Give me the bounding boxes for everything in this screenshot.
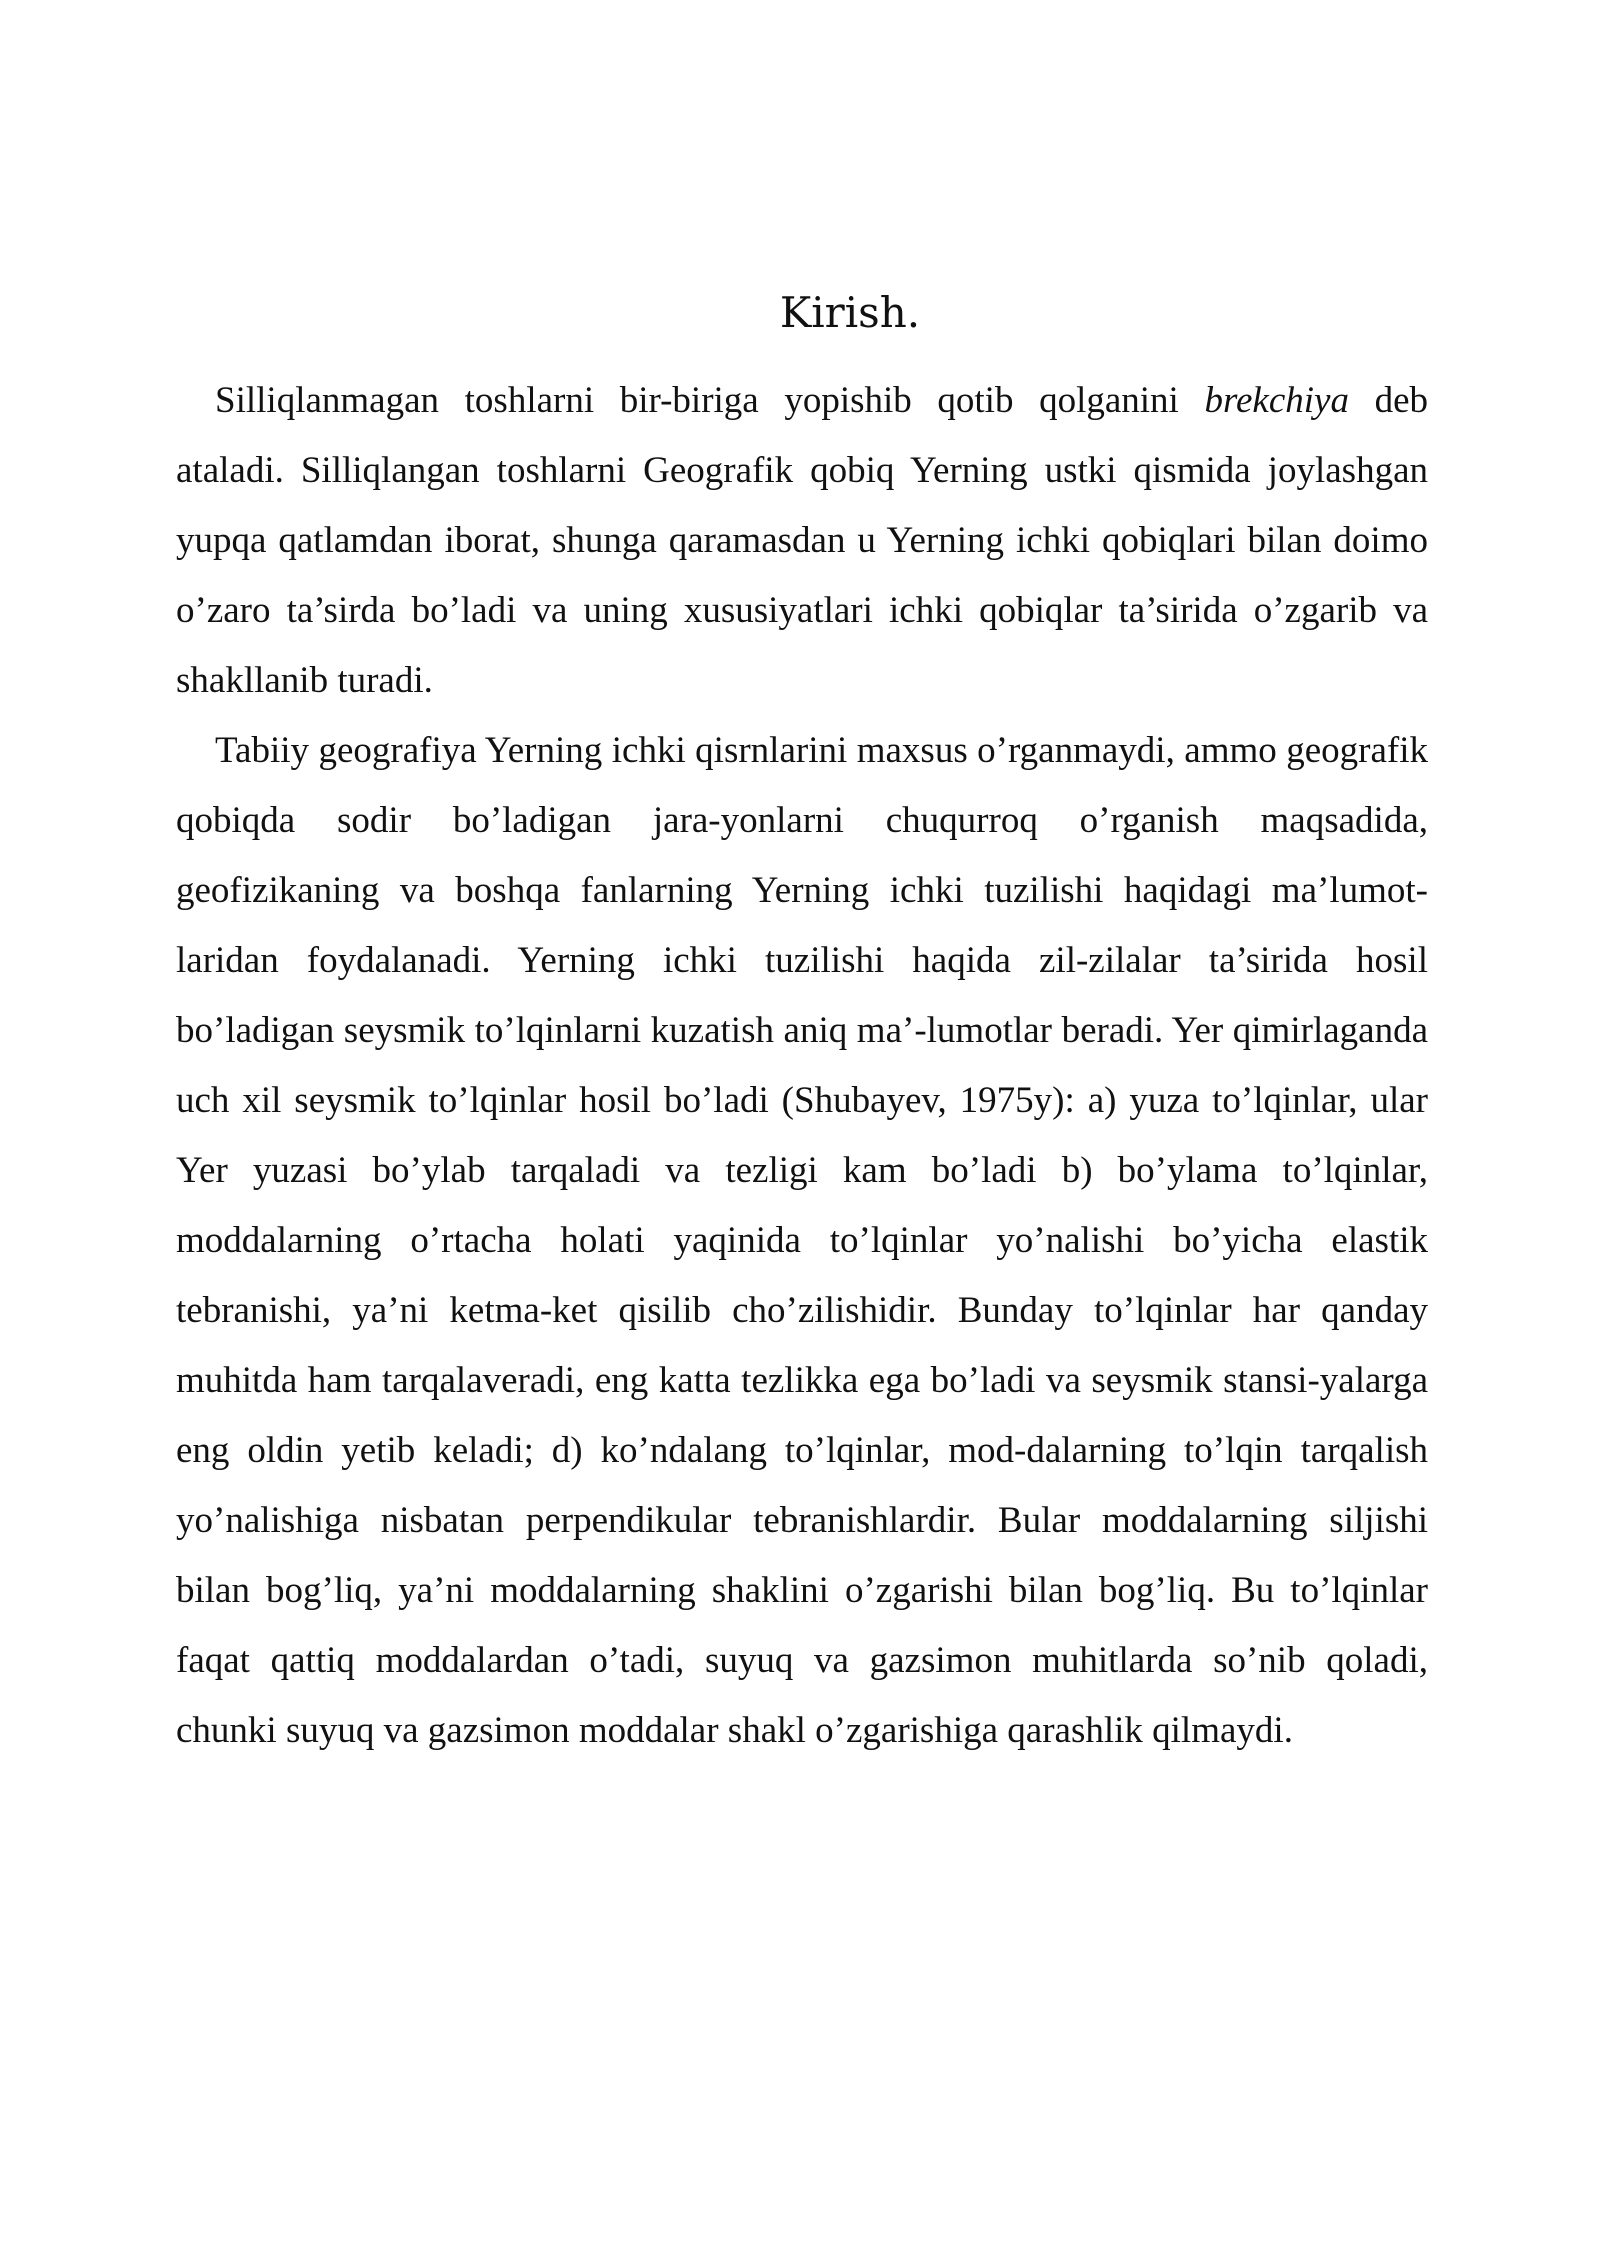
paragraph-1-text-start: Silliqlanmagan toshlarni bir-biriga yopishib qotib qolganini bbox=[215, 380, 1205, 421]
paragraph-1-text-end: deb ataladi. Silliqlangan toshlarni Geografik qobiq Yerning ustki qismida joylashgan yupqa qatlamdan iborat, shunga qaramasdan u Yerning ichki qobiqlari bilan doimo o’zaro ta’sirda bo’ladi va uning xususiyatlari ichki qobiqlar ta’sirida o’zgarib va shakllanib turadi. bbox=[176, 380, 1428, 701]
paragraph-1 bbox=[176, 366, 1428, 716]
paragraph-2: Tabiiy geografiya Yerning ichki qisrnlarini maxsus o’rganmaydi, ammo geografik qobiqda sodir bo’ladigan jara-yonlarni chuqurroq o’rganish maqsadida, geofizikaning va boshqa fanlarning Yerning ichki tuzilishi haqidagi ma’lumot-laridan foydalanadi. Yerning ichki tuzilishi haqida zil-zilalar ta’sirida hosil bo’ladigan seysmik to’lqinlarni kuzatish aniq ma’-lumotlar beradi. Yer qimirlaganda uch xil seysmik to’lqinlar hosil bo’ladi (Shubayev, 1975y): a) yuza to’lqinlar, ular Yer yuzasi bo’ylab tarqaladi va tezligi kam bo’ladi b) bo’ylama to’lqinlar, moddalarning o’rtacha holati yaqinida to’lqinlar yo’nalishi bo’yicha elastik tebranishi, ya’ni ketma-ket qisilib cho’zilishidir. Bunday to’lqinlar har qanday muhitda ham tarqalaveradi, eng katta tezlikka ega bo’ladi va seysmik stansi-yalarga eng oldin yetib keladi; d) ko’ndalang to’lqinlar, mod-dalarning to’lqin tarqalish yo’nalishiga nisbatan perpendikular tebranishlardir. Bular moddalarning siljishi bilan bog’liq, ya’ni moddalarning shaklini o’zgarishi bilan bog’liq. Bu to’lqinlar faqat qattiq moddalardan o’tadi, suyuq va gazsimon muhitlarda so’nib qoladi, chunki suyuq va gazsimon moddalar shakl o’zgarishiga qarashlik qilmaydi. bbox=[176, 730, 1428, 1751]
document-body bbox=[176, 366, 1428, 1766]
page-title: Kirish. bbox=[779, 288, 921, 337]
italic-term: brekchiya bbox=[1204, 380, 1349, 421]
